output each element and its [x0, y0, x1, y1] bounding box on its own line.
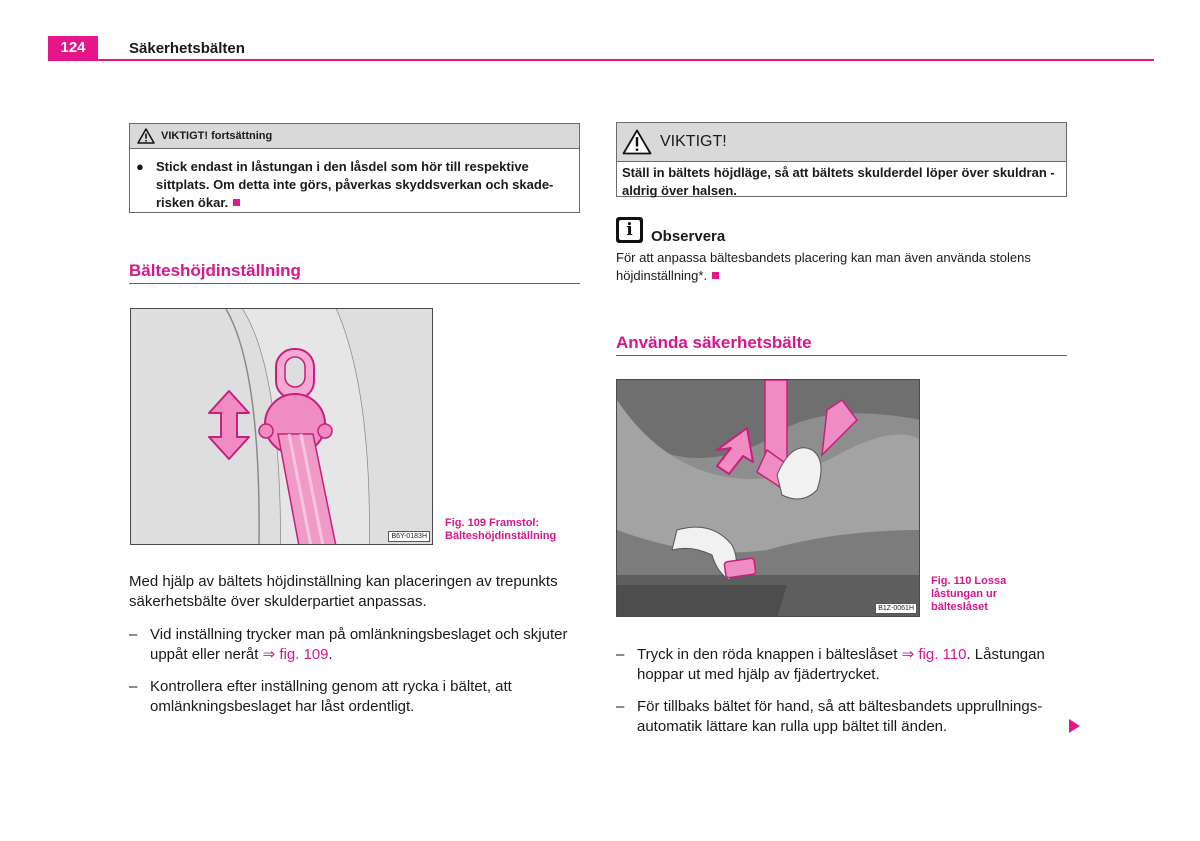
figure-109-illustration [130, 308, 433, 545]
section-title-using-belt: Använda säkerhetsbälte [616, 333, 812, 352]
figure-link[interactable]: ⇒ fig. 110 [901, 646, 967, 663]
caption-line: Bälteshöjdinställning [445, 530, 557, 542]
dash: – [129, 626, 138, 643]
list-item [129, 625, 584, 665]
caption-line: bälteslåset [931, 601, 988, 613]
warning-continued-box [129, 123, 580, 213]
list-item-text: Kontrollera efter inställning genom att rycka i bältet, att omlänkningsbeslaget har låst ordentligt. [150, 678, 512, 715]
intro-paragraph: Med hjälp av bältets höjdinställning kan placeringen av trepunkts säkerhetsbälte över skulderpartiet anpassas. [129, 573, 558, 610]
figure-109-caption [445, 517, 556, 543]
list-item-text: Vid inställning trycker man på omlänkningsbeslaget och skjuter uppåt eller neråt ⇒ fig. 109. [150, 626, 568, 663]
end-mark [233, 199, 240, 206]
header-rule [48, 59, 1154, 61]
bullet: ● [136, 159, 144, 174]
figure-code: B6Y-0183H [388, 531, 430, 542]
note-title: Observera [651, 228, 726, 245]
info-icon: i [616, 217, 643, 243]
section-title-belt-height: Bälteshöjdinställning [129, 261, 301, 280]
list-item-text: Tryck in den röda knappen i bälteslåset ⇒ fig. 110. Låstungan hoppar ut med hjälp av fjädertrycket. [637, 646, 1045, 683]
caption-line: Fig. 110 Lossa [931, 575, 1007, 587]
list-item-text: För tillbaks bältet för hand, så att bältesbandets upprullnings-automatik lättare kan rulla upp bältet till änden. [637, 698, 1043, 735]
warning-continued-text: Stick endast in låstungan i den låsdel som hör till respektive sittplats. Om detta inte görs, påverkas skyddsverkan och skade-risken ökar. [156, 159, 554, 210]
warning-text: Ställ in bältets höjdläge, så att bältets skulderdel löper över skuldran - aldrig över halsen. [622, 165, 1055, 198]
end-mark [712, 272, 719, 279]
list-item [616, 645, 1071, 685]
caption-line: Fig. 109 Framstol: [445, 517, 540, 529]
dash: – [616, 646, 625, 663]
warning-triangle-icon [622, 129, 652, 155]
section-rule [616, 355, 1067, 356]
figure-110-caption [931, 575, 1006, 614]
dash: – [129, 678, 138, 695]
page-header-title: Säkerhetsbälten [129, 40, 245, 57]
note-text: För att anpassa bältesbandets placering kan man även använda stolens höjdinställning*. [616, 250, 1031, 283]
dash: – [616, 698, 625, 715]
figure-code: B1Z-0061H [875, 603, 917, 614]
list-item [129, 677, 584, 717]
warning-triangle-icon [137, 128, 155, 144]
figure-110-illustration [616, 379, 920, 617]
section-rule [129, 283, 580, 284]
warning-continued-title: VIKTIGT! fortsättning [161, 130, 273, 142]
list-item [616, 697, 1071, 737]
continue-arrow-icon [1069, 719, 1080, 733]
figure-link[interactable]: ⇒ fig. 109 [262, 646, 329, 663]
warning-title: VIKTIGT! [660, 133, 727, 150]
page-number: 124 [48, 36, 98, 60]
caption-line: låstungan ur [931, 588, 998, 600]
warning-box [616, 122, 1067, 197]
